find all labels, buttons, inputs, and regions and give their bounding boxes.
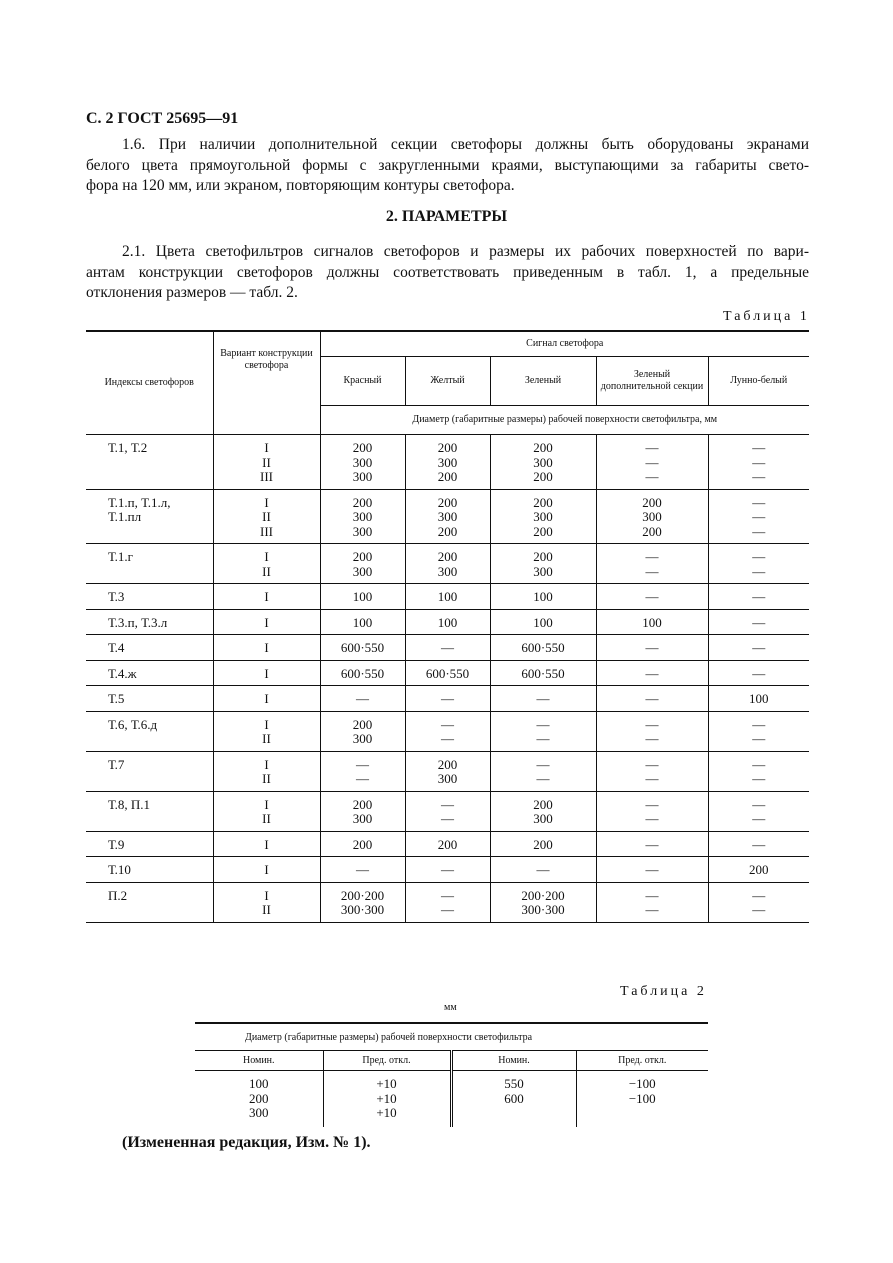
- cell-variant: I II III: [213, 435, 320, 490]
- table1-caption: Таблица 1: [723, 309, 810, 324]
- cell-yellow: 100: [405, 584, 490, 610]
- cell-index: Т.1.г: [108, 549, 133, 564]
- cell-red: 100: [320, 584, 405, 610]
- cell-red: 200·200 300·300: [320, 882, 405, 922]
- table-row: [86, 435, 809, 490]
- cell-red: —: [320, 686, 405, 712]
- cell-white: — —: [708, 711, 809, 751]
- table-row: [86, 660, 809, 686]
- cell-index: Т.7: [108, 756, 125, 772]
- cell-green: 200 300: [490, 544, 596, 584]
- cell-variant: I: [213, 584, 320, 610]
- table2-caption: Таблица 2: [620, 984, 707, 999]
- col-header-index: Индексы светофоров: [86, 331, 213, 435]
- cell-red: 100: [320, 609, 405, 635]
- cell-red: 200 300: [320, 711, 405, 751]
- table-row: [86, 882, 809, 922]
- table-1: [86, 330, 809, 923]
- cell-variant: I II: [213, 711, 320, 751]
- cell-yellow: —: [405, 635, 490, 661]
- cell-green-add: —: [596, 635, 708, 661]
- cell-white: — —: [708, 751, 809, 791]
- cell-green-add: —: [596, 831, 708, 857]
- cell-yellow: 200 300 200: [405, 489, 490, 544]
- cell-yellow: 600·550: [405, 660, 490, 686]
- cell-variant: I II: [213, 791, 320, 831]
- table-row: [86, 635, 809, 661]
- table2-cell: +10 +10 +10: [323, 1071, 451, 1127]
- cell-red: 200 300 300: [320, 435, 405, 490]
- table2-cell: 100 200 300: [249, 1076, 269, 1120]
- cell-index: Т.4.ж: [108, 665, 137, 681]
- col-header-variant: Вариант конструкции светофора: [213, 331, 320, 435]
- cell-red: —: [320, 857, 405, 883]
- para-line: отклонения размеров — табл. 2.: [86, 284, 298, 301]
- table-2: [195, 1022, 708, 1127]
- col-deviation: Пред. откл.: [576, 1051, 708, 1071]
- table2-cell: −100 −100: [576, 1071, 708, 1127]
- table-row: [86, 857, 809, 883]
- cell-green-add: —: [596, 686, 708, 712]
- cell-variant: I: [213, 831, 320, 857]
- cell-variant: I II: [213, 751, 320, 791]
- cell-white: — —: [708, 544, 809, 584]
- cell-green: 200·200 300·300: [490, 882, 596, 922]
- cell-yellow: — —: [405, 882, 490, 922]
- cell-yellow: 200: [405, 831, 490, 857]
- cell-variant: I II: [213, 544, 320, 584]
- cell-white: — —: [708, 791, 809, 831]
- table-row: [86, 791, 809, 831]
- cell-white: —: [708, 584, 809, 610]
- cell-green: 100: [490, 584, 596, 610]
- cell-green-add: —: [596, 857, 708, 883]
- cell-white: —: [708, 831, 809, 857]
- cell-green-add: — —: [596, 751, 708, 791]
- col-header-green-additional: Зеленый дополнительной секции: [596, 357, 708, 406]
- cell-index: Т.5: [108, 691, 125, 706]
- cell-variant: I: [213, 857, 320, 883]
- cell-index: Т.6, Т.6.д: [108, 716, 158, 732]
- cell-green: —: [490, 686, 596, 712]
- col-header-green: Зеленый: [490, 357, 596, 406]
- col-header-yellow: Желтый: [405, 357, 490, 406]
- para-line: 1.6. При наличии дополнительной секции светофоры должны быть оборудованы экранами: [122, 136, 809, 153]
- cell-green-add: —: [596, 660, 708, 686]
- cell-yellow: 200 300: [405, 751, 490, 791]
- paragraph-2-1: [86, 242, 809, 304]
- cell-white: — —: [708, 882, 809, 922]
- cell-green-add: — —: [596, 544, 708, 584]
- cell-white: —: [708, 635, 809, 661]
- cell-red: 200 300 300: [320, 489, 405, 544]
- col-header-lunar-white: Лунно-белый: [708, 357, 809, 406]
- table-row: [86, 686, 809, 712]
- cell-index: Т.1.п, Т.1.л, Т.1.пл: [108, 494, 171, 524]
- cell-yellow: —: [405, 857, 490, 883]
- cell-index: Т.3: [108, 589, 125, 604]
- cell-index: Т.1, Т.2: [108, 440, 148, 455]
- table-row: [86, 584, 809, 610]
- para-line: 2.1. Цвета светофильтров сигналов светофоров и размеры их рабочих поверхностей по вари-: [122, 243, 809, 260]
- cell-index: Т.3.п, Т.3.л: [108, 614, 168, 630]
- cell-index: Т.10: [108, 862, 131, 877]
- table-row: [86, 711, 809, 751]
- table2-unit: мм: [444, 1002, 457, 1013]
- cell-yellow: — —: [405, 711, 490, 751]
- page-header: С. 2 ГОСТ 25695—91: [86, 110, 239, 127]
- cell-red: 600·550: [320, 635, 405, 661]
- cell-green-add: — —: [596, 711, 708, 751]
- cell-green: —: [490, 857, 596, 883]
- section-title: 2. ПАРАМЕТРЫ: [385, 208, 508, 225]
- cell-white: — — —: [708, 435, 809, 490]
- cell-green: 600·550: [490, 660, 596, 686]
- cell-index: Т.9: [108, 836, 125, 852]
- table-row: [86, 831, 809, 857]
- cell-white: 100: [708, 686, 809, 712]
- table-row: [86, 751, 809, 791]
- col-header-signal: Сигнал светофора: [320, 331, 809, 357]
- cell-red: 200 300: [320, 791, 405, 831]
- cell-green: 200: [490, 831, 596, 857]
- cell-yellow: 200 300: [405, 544, 490, 584]
- cell-variant: I: [213, 635, 320, 661]
- cell-white: — — —: [708, 489, 809, 544]
- cell-white: —: [708, 660, 809, 686]
- cell-index: Т.8, П.1: [108, 796, 151, 812]
- cell-white: —: [708, 609, 809, 635]
- cell-index: П.2: [108, 887, 128, 903]
- cell-yellow: — —: [405, 791, 490, 831]
- cell-red: 200: [320, 831, 405, 857]
- cell-yellow: 100: [405, 609, 490, 635]
- cell-green-add: — —: [596, 882, 708, 922]
- amendment-note: (Измененная редакция, Изм. № 1).: [122, 1134, 371, 1151]
- cell-variant: I: [213, 686, 320, 712]
- col-header-red: Красный: [320, 357, 405, 406]
- cell-variant: I II III: [213, 489, 320, 544]
- cell-green: 200 300: [490, 791, 596, 831]
- cell-green-add: —: [596, 584, 708, 610]
- para-line: антам конструкции светофоров должны соответствовать приведенным в табл. 1, а предельные: [86, 263, 809, 281]
- cell-white: 200: [708, 857, 809, 883]
- col-deviation: Пред. откл.: [323, 1051, 451, 1071]
- col-nominal: Номин.: [242, 1055, 275, 1066]
- cell-green: 200 300 200: [490, 435, 596, 490]
- table2-header: Диаметр (габаритные размеры) рабочей поверхности светофильтра: [195, 1023, 708, 1051]
- cell-variant: I II: [213, 882, 320, 922]
- cell-red: 600·550: [320, 660, 405, 686]
- cell-red: — —: [320, 751, 405, 791]
- cell-green-add: — —: [596, 791, 708, 831]
- diameter-note: Диаметр (габаритные размеры) рабочей поверхности светофильтра, мм: [320, 406, 809, 435]
- cell-index: Т.4: [108, 640, 125, 655]
- cell-yellow: —: [405, 686, 490, 712]
- cell-green: 600·550: [490, 635, 596, 661]
- cell-green: 200 300 200: [490, 489, 596, 544]
- cell-green-add: 100: [596, 609, 708, 635]
- paragraph-1-6: [86, 135, 809, 197]
- col-nominal: Номин.: [451, 1051, 576, 1071]
- cell-green-add: 200 300 200: [596, 489, 708, 544]
- para-line: белого цвета прямоугольной формы с закругленными краями, выступающими за габариты свето-: [86, 156, 809, 174]
- cell-green: — —: [490, 711, 596, 751]
- table-row: [86, 544, 809, 584]
- cell-variant: I: [213, 609, 320, 635]
- cell-green: 100: [490, 609, 596, 635]
- cell-green-add: — — —: [596, 435, 708, 490]
- cell-variant: I: [213, 660, 320, 686]
- cell-green: — —: [490, 751, 596, 791]
- table-row: [86, 609, 809, 635]
- table2-cell: 550 600: [451, 1071, 576, 1127]
- cell-yellow: 200 300 200: [405, 435, 490, 490]
- cell-red: 200 300: [320, 544, 405, 584]
- para-line: фора на 120 мм, или экраном, повторяющим контуры светофора.: [86, 177, 515, 194]
- table-row: [86, 489, 809, 544]
